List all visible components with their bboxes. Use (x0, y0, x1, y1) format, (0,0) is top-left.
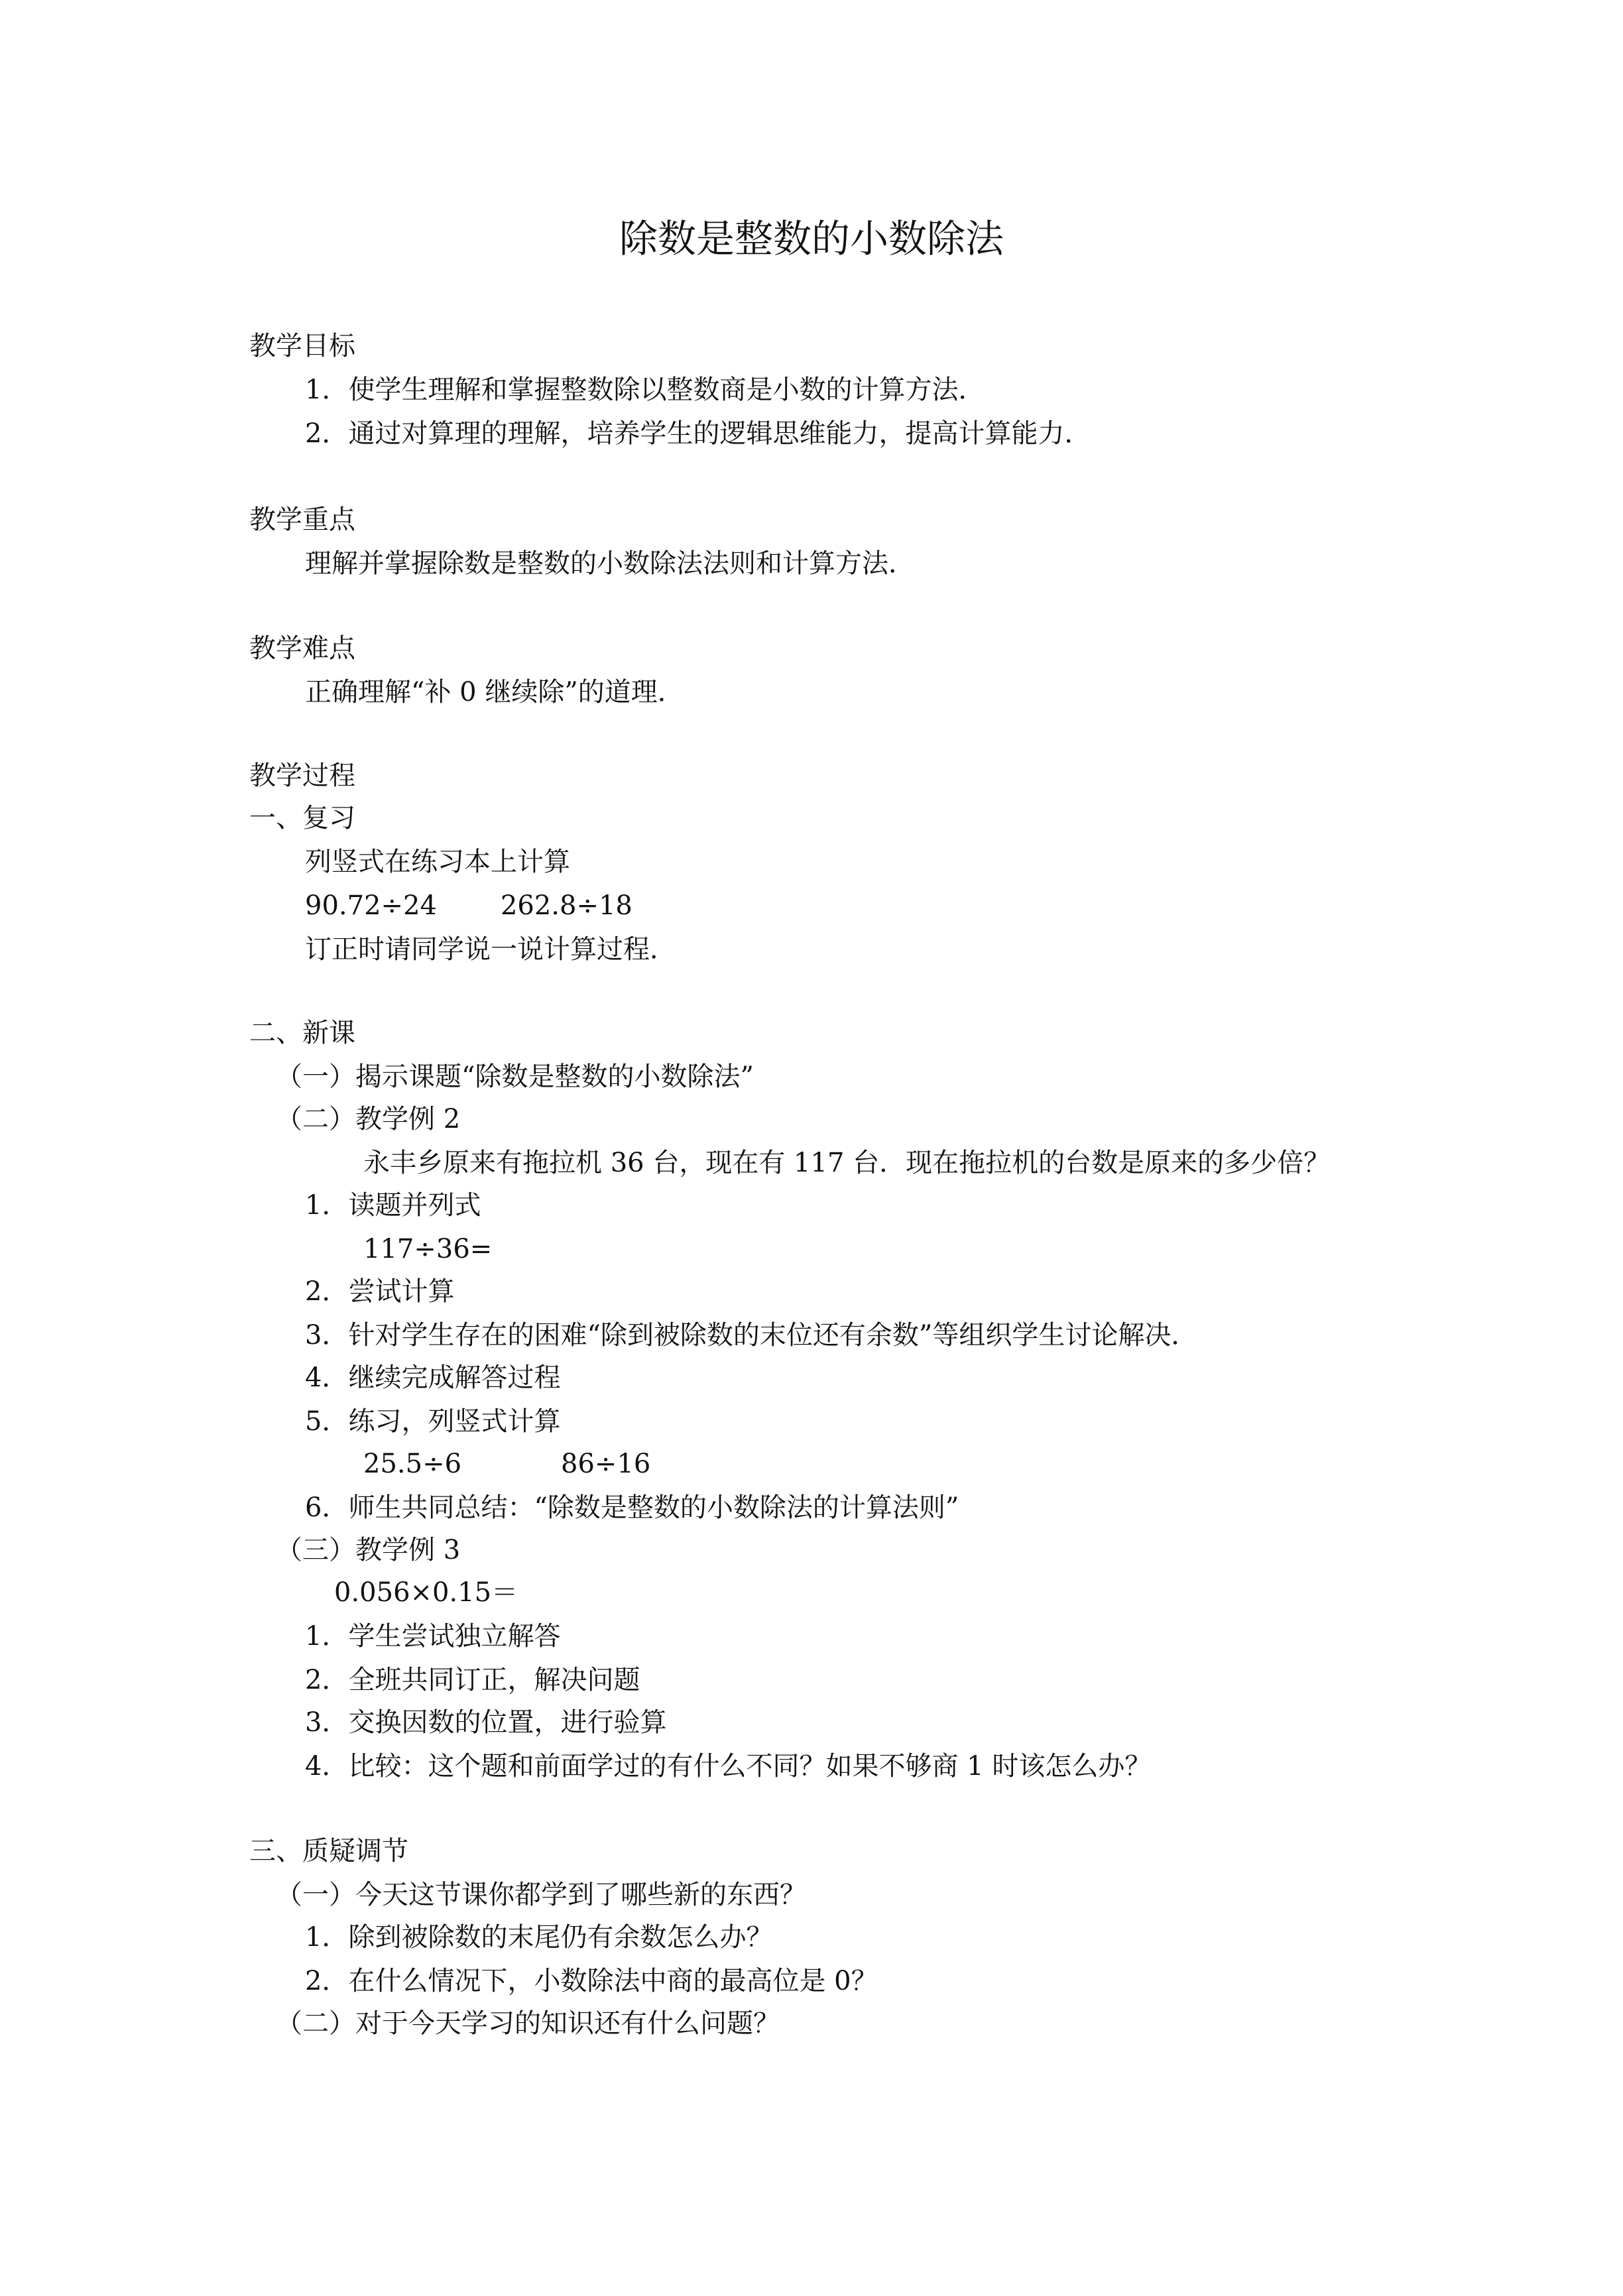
example2-step: 2．尝试计算 (305, 1276, 455, 1307)
questions-heading: 三、质疑调节 (249, 1836, 408, 1866)
example2-expression: 117÷36= (363, 1234, 493, 1264)
review-note: 订正时请同学说一说计算过程． (305, 934, 676, 965)
process-heading: 教学过程 (249, 760, 355, 791)
practice-expression: 86÷16 (561, 1449, 651, 1479)
example3-heading: （三）教学例 3 (276, 1535, 461, 1565)
example2-step: 4．继续完成解答过程 (305, 1362, 561, 1393)
objective-item: 1．使学生理解和掌握整数除以整数商是小数的计算方法． (305, 375, 985, 405)
difficulty-text: 正确理解“补 0 继续除”的道理． (305, 677, 684, 707)
questions-part2: （二）对于今天学习的知识还有什么问题？ (276, 2008, 780, 2039)
example3-step: 3．交换因数的位置，进行验算 (305, 1707, 667, 1738)
key-point-text: 理解并掌握除数是整数的小数除法法则和计算方法． (305, 548, 915, 579)
review-expression: 262.8÷18 (500, 890, 632, 921)
example2-heading: （二）教学例 2 (276, 1104, 461, 1134)
review-expression: 90.72÷24 (305, 890, 437, 921)
new-lesson-heading: 二、新课 (249, 1018, 355, 1048)
example3-step: 1．学生尝试独立解答 (305, 1621, 561, 1652)
new-lesson-part1: （一）揭示课题“除数是整数的小数除法” (276, 1061, 754, 1092)
example3-step: 4．比较：这个题和前面学过的有什么不同？如果不够商 1 时该怎么办？ (305, 1751, 1152, 1782)
practice-expression: 25.5÷6 (363, 1449, 462, 1479)
review-instruction: 列竖式在练习本上计算 (305, 847, 570, 877)
example3-step: 2．全班共同订正，解决问题 (305, 1665, 640, 1695)
document-title: 除数是整数的小数除法 (619, 216, 1004, 261)
difficulty-heading: 教学难点 (249, 633, 355, 664)
objectives-heading: 教学目标 (249, 331, 355, 361)
review-heading: 一、复习 (249, 803, 355, 833)
example2-step: 5．练习，列竖式计算 (305, 1406, 561, 1437)
example3-expression: 0.056×0.15＝ (334, 1577, 518, 1608)
objective-item: 2．通过对算理的理解，培养学生的逻辑思维能力，提高计算能力． (305, 418, 1091, 449)
example2-step: 1．读题并列式 (305, 1190, 481, 1221)
key-point-heading: 教学重点 (249, 505, 355, 535)
example2-problem: 永丰乡原来有拖拉机 36 台，现在有 117 台．现在拖拉机的台数是原来的多少倍？ (363, 1148, 1331, 1178)
review-expressions (305, 887, 632, 924)
questions-part1: （一）今天这节课你都学到了哪些新的东西？ (276, 1880, 806, 1910)
example2-step: 3．针对学生存在的困难“除到被除数的末位还有余数”等组织学生讨论解决． (305, 1320, 1198, 1351)
question-item: 1．除到被除数的末尾仍有余数怎么办？ (305, 1922, 773, 1953)
practice-expressions (363, 1445, 650, 1482)
question-item: 2．在什么情况下，小数除法中商的最高位是 0？ (305, 1966, 878, 1996)
example2-step: 6．师生共同总结：“除数是整数的小数除法的计算法则” (305, 1492, 959, 1523)
